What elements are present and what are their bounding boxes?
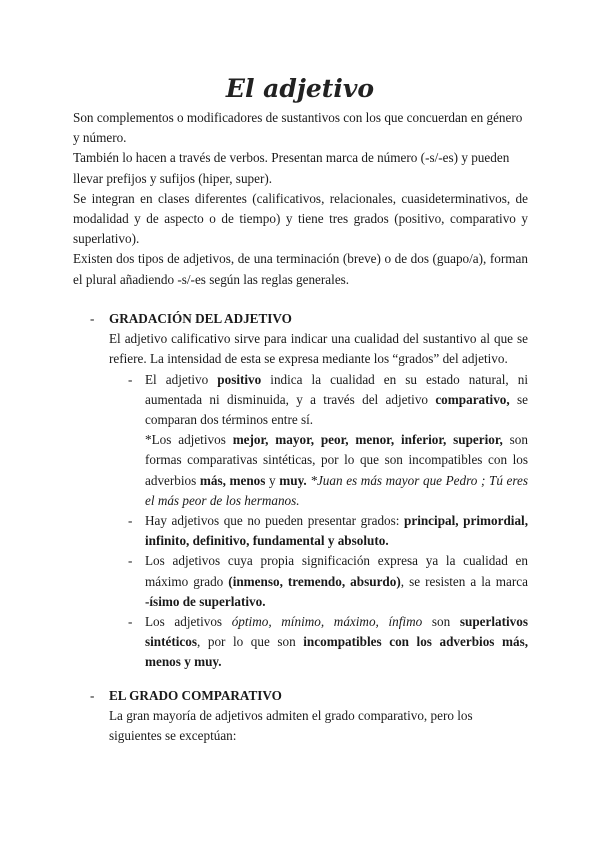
section-heading: EL GRADO COMPARATIVO: [109, 688, 282, 703]
text-run: , por lo que son: [197, 634, 304, 650]
bold-term: más, menos: [199, 472, 266, 488]
text-run: son: [422, 614, 460, 630]
bullet-dash: -: [90, 688, 95, 703]
text-run: *Los adjetivos: [145, 432, 233, 448]
bullet-dash: -: [128, 553, 133, 569]
bold-term: positivo: [217, 371, 262, 387]
bold-term: -ísimo de superlativo.: [145, 593, 266, 609]
text-run: indica la cualidad en su estado natural, ni aumentada ni disminuida, y a través del adjetivo: [145, 371, 528, 407]
bullet-dash: -: [128, 614, 133, 630]
section-body: La gran mayoría de adjetivos admiten el grado comparativo, pero los siguientes se exceptúan:: [109, 708, 473, 744]
italic-term: óptimo, mínimo, máximo, ínfimo: [231, 614, 423, 630]
text-run: Los adjetivos cuya propia significación expresa ya la cualidad en máximo grado: [145, 553, 528, 589]
bold-term: principal, primordial, infinito, definitivo, fundamental y absoluto.: [145, 513, 528, 549]
text-run: El adjetivo: [145, 371, 218, 387]
text-run: , se resisten a la marca: [400, 573, 528, 589]
bold-term: (inmenso, tremendo, absurdo): [228, 573, 401, 589]
note-paragraph: [73, 430, 528, 511]
text-run: Los adjetivos: [145, 614, 232, 630]
bold-term: incompatibles con los adverbios más, menos y muy.: [145, 634, 528, 670]
section-comparativo: [73, 686, 528, 747]
section-gradacion: [73, 309, 528, 673]
intro-section: [73, 108, 528, 290]
list-item: [73, 551, 528, 612]
page-title: El adjetivo: [225, 74, 375, 103]
bold-term: muy.: [279, 472, 307, 488]
text-run: son formas comparativas sintéticas, por lo que son incompatibles con los adverbios: [145, 432, 528, 488]
bullet-dash: -: [128, 371, 133, 387]
text-run: y: [265, 472, 280, 488]
bold-term: mejor, mayor, peor, menor, inferior, superior,: [232, 432, 503, 448]
bullet-dash: -: [90, 311, 95, 326]
intro-paragraph: Se integran en clases diferentes (calificativos, relacionales, cuasideterminativos, de modalidad y de aspecto o de tiempo) y tiene tres grados (positivo, comparativo y superlativo).: [73, 190, 528, 247]
intro-paragraph: También lo hacen a través de verbos. Presentan marca de número (-s/-es) y pueden llevar prefijos y sufijos (hiper, super).: [73, 150, 510, 186]
intro-paragraph: Existen dos tipos de adjetivos, de una terminación (breve) o de dos (guapo/a), forman el plural añadiendo -s/-es según las reglas generales.: [73, 251, 528, 287]
text-run: Hay adjetivos que no pueden presentar grados:: [145, 513, 404, 529]
intro-paragraph: Son complementos o modificadores de sustantivos con los que concuerdan en género y número.: [73, 110, 523, 146]
bold-term: superlativos sintéticos: [145, 614, 528, 650]
list-item: [73, 612, 528, 673]
bullet-dash: -: [128, 513, 133, 529]
bold-term: comparativo,: [435, 391, 510, 407]
text-run: se comparan dos términos entre sí.: [145, 391, 528, 428]
list-item: [73, 370, 528, 431]
list-item: [73, 511, 528, 551]
section-heading: GRADACIÓN DEL ADJETIVO: [109, 311, 292, 326]
section-body: El adjetivo calificativo sirve para indicar una cualidad del sustantivo al que se refiere. La intensidad de esta se expresa mediante los “grados” del adjetivo.: [109, 331, 528, 367]
example-text: *Juan es más mayor que Pedro ; Tú eres el más peor de los hermanos.: [145, 472, 529, 508]
